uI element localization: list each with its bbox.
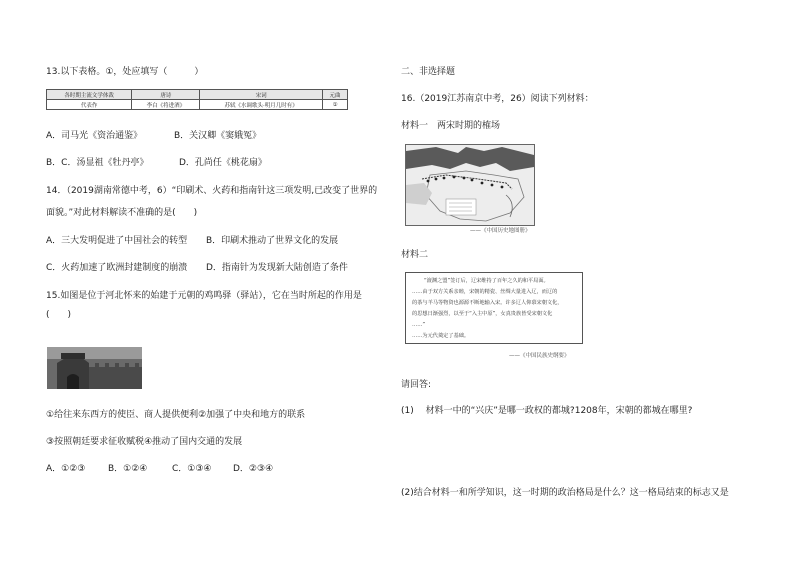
table-cell: 李白《将进酒》 (132, 100, 200, 110)
q16-sub1: (1) 材料一中的“兴庆”是哪一政权的都城?1208年，宋朝的都城在哪里? (401, 406, 693, 416)
q14-option-d: D．指南针为发现新大陆创造了条件 (206, 263, 348, 273)
table-cell: 代表作 (47, 100, 132, 110)
q14-stem-line2: 面貌。”对此材料解读不准确的是( ) (46, 208, 198, 218)
q13-table (46, 89, 348, 110)
section-title: 二、非选择题 (401, 67, 456, 77)
q15-stem-line1: 15.如图是位于河北怀来的始建于元朝的鸡鸣驿（驿站），它在当时所起的作用是 (46, 291, 362, 301)
q13-option-b: B．关汉卿《窦娥冤》 (174, 131, 262, 141)
table-header-cell: 元曲 (322, 90, 347, 100)
material2-line: “澶渊之盟”签订后，辽宋维持了百年之久的和平局面。 (424, 278, 549, 284)
q15-option-c: C．①③④ (172, 464, 212, 474)
material1-title: 材料一 两宋时期的榷场 (401, 121, 501, 131)
material2-line: ……为元代奠定了基础。 (412, 333, 470, 339)
q14-stem-line1: 14．（2019湖南常德中考，6）“印刷术、火药和指南针这三项发明,已改变了世界的 (46, 186, 378, 196)
material2-textbox (405, 272, 583, 344)
material2-line: 的思想日渐强烈，以至于“入主中原”，女真贵族皆受宋朝文化 (412, 311, 553, 317)
map-caption: ——《中国历史地图册》 (470, 228, 531, 234)
table-header-cell: 宋词 (200, 90, 322, 100)
q13-option-a: A．司马光《资治通鉴》 (46, 131, 143, 141)
material2-line: 的茶与羊马等物资也源源不断地输入宋。许多辽人仰慕宋朝文化， (412, 300, 563, 306)
material2-line: ……” (412, 322, 426, 328)
q15-option-b: B．①②④ (108, 464, 148, 474)
material2-line: ……由于双方关系亲睦，宋朝的精瓷、丝绸大量进入辽，而辽的 (412, 289, 558, 295)
q13-option-d: D．孔尚任《桃花扇》 (179, 158, 267, 168)
q13-stem: 13.以下表格。①，处应填写（ ） (46, 67, 204, 77)
q16-stem: 16.（2019江苏南京中考，26）阅读下列材料： (401, 94, 594, 104)
q15-stem-line2: ( ) (46, 310, 72, 320)
table-cell: ① (322, 100, 347, 110)
gate-illustration (47, 347, 142, 389)
q14-option-b: B．印刷术推动了世界文化的发展 (206, 236, 339, 246)
q16-sub2: (2)结合材料一和所学知识，这一时期的政治格局是什么？这一格局结束的标志又是 (401, 488, 729, 498)
q15-option-a: A．①②③ (46, 464, 86, 474)
q15-item1: ①给往来东西方的使臣、商人提供便利②加强了中央和地方的联系 (46, 410, 306, 420)
q14-option-a: A．三大发明促进了中国社会的转型 (46, 236, 188, 246)
song-trade-map (405, 144, 535, 226)
q13-option-c: B．C．汤显祖《牡丹亭》 (46, 158, 149, 168)
material2-caption: ——《中国民族史纲要》 (509, 353, 570, 359)
q14-option-c: C．火药加速了欧洲封建制度的崩溃 (46, 263, 188, 273)
table-header-cell: 唐诗 (132, 90, 200, 100)
table-cell: 苏轼《水调歌头·明月几时有》 (200, 100, 322, 110)
q15-option-d: D．②③④ (233, 464, 274, 474)
jimingyi-photo (47, 347, 142, 389)
please-answer: 请回答: (401, 380, 432, 390)
map-illustration (406, 145, 534, 225)
q15-item2: ③按照朝廷要求征收赋税④推动了国内交通的发展 (46, 437, 243, 447)
material2-title: 材料二 (401, 250, 429, 260)
table-header-cell: 各时期主流文学体裁 (47, 90, 132, 100)
